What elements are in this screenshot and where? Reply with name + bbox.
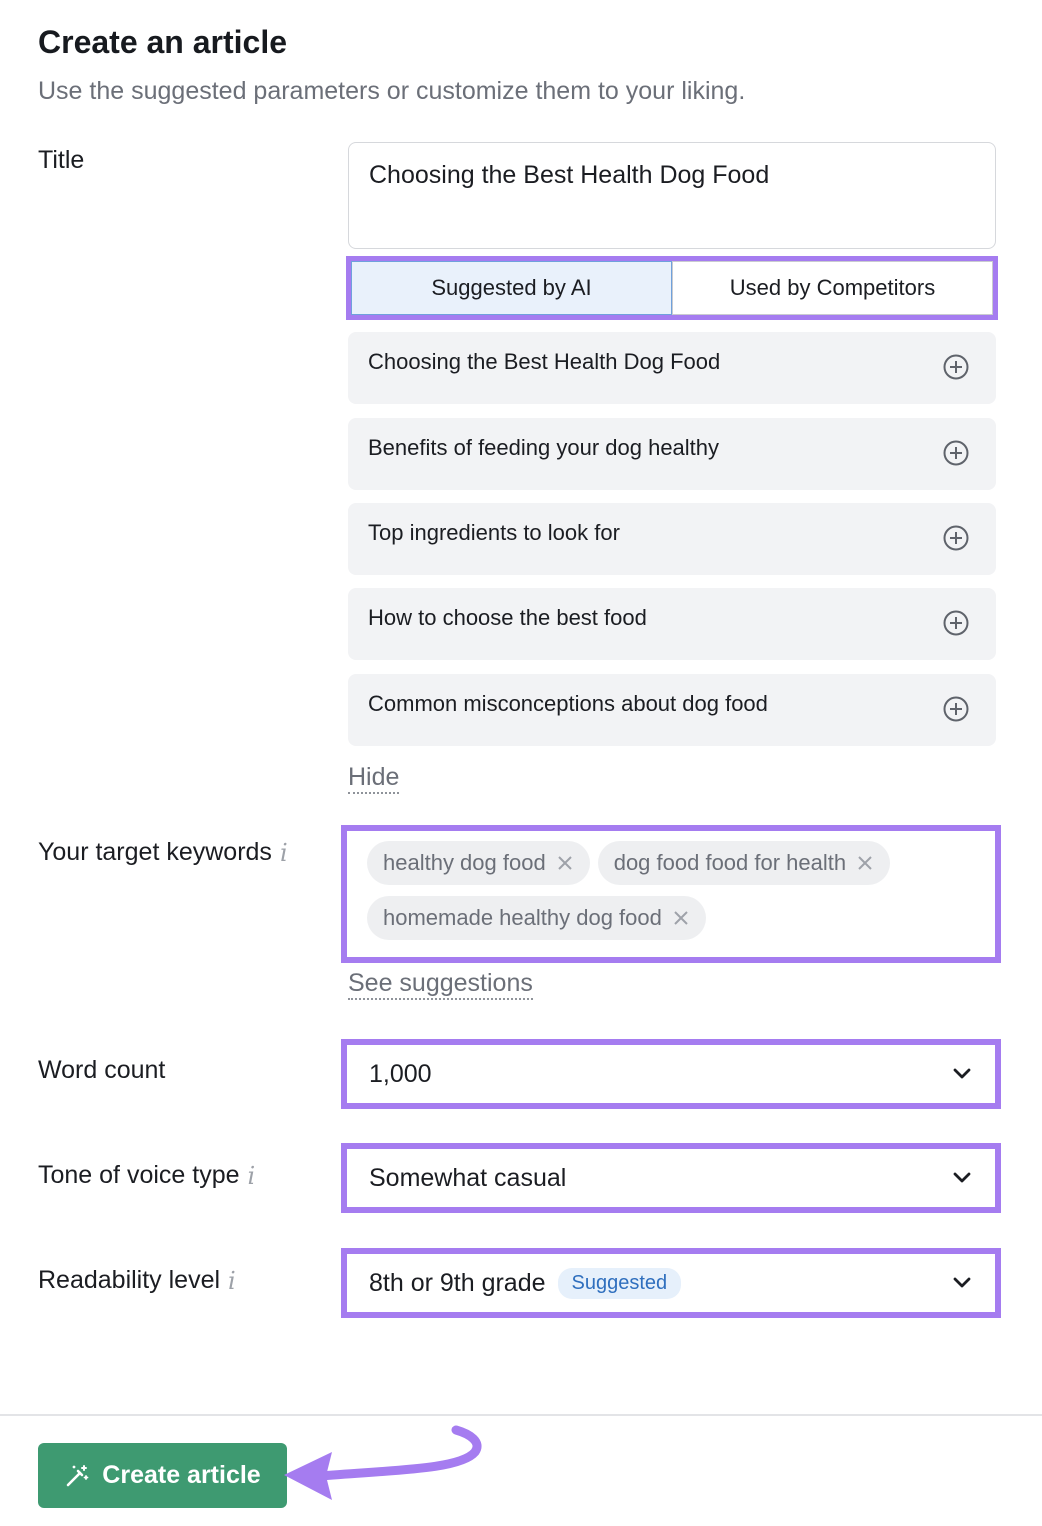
magic-wand-icon bbox=[64, 1463, 90, 1489]
readability-value: 8th or 9th grade bbox=[369, 1268, 546, 1297]
suggested-badge: Suggested bbox=[558, 1268, 682, 1299]
readability-select[interactable] bbox=[341, 1248, 1001, 1318]
suggestion-item[interactable] bbox=[348, 332, 996, 404]
plus-circle-icon[interactable] bbox=[942, 695, 970, 723]
plus-circle-icon[interactable] bbox=[942, 609, 970, 637]
suggestion-text: How to choose the best food bbox=[368, 605, 647, 630]
plus-circle-icon[interactable] bbox=[942, 353, 970, 381]
suggestion-text: Top ingredients to look for bbox=[368, 520, 620, 545]
readability-label bbox=[38, 1266, 236, 1295]
readability-value-wrap bbox=[369, 1268, 681, 1299]
info-icon[interactable]: i bbox=[279, 838, 288, 867]
page-header bbox=[38, 24, 745, 106]
keywords-label bbox=[38, 838, 288, 867]
close-icon[interactable] bbox=[856, 854, 874, 872]
suggestion-text: Common misconceptions about dog food bbox=[368, 691, 768, 716]
keyword-chip-label: dog food food for health bbox=[613, 850, 847, 875]
create-article-button[interactable] bbox=[38, 1443, 287, 1508]
close-icon[interactable] bbox=[672, 909, 690, 927]
suggestion-item[interactable] bbox=[348, 418, 996, 490]
keyword-chip bbox=[598, 841, 890, 885]
word-count-value: 1,000 bbox=[369, 1059, 432, 1088]
info-icon[interactable]: i bbox=[247, 1161, 256, 1190]
keyword-chip-label: homemade healthy dog food bbox=[383, 905, 662, 930]
annotation-arrow-icon bbox=[270, 1420, 490, 1520]
hide-link[interactable]: Hide bbox=[348, 763, 399, 794]
page-title: Create an article bbox=[38, 24, 288, 60]
close-icon[interactable] bbox=[556, 854, 574, 872]
chevron-down-icon bbox=[951, 1067, 973, 1081]
keywords-input[interactable] bbox=[341, 825, 1001, 963]
title-source-tabs bbox=[346, 256, 998, 320]
keywords-label-text: Your target keywords bbox=[38, 838, 272, 866]
title-label-text: Title bbox=[38, 146, 85, 174]
suggestion-item[interactable] bbox=[348, 503, 996, 575]
tab-suggested-by-ai[interactable]: Suggested by AI bbox=[351, 261, 672, 315]
word-count-label bbox=[38, 1056, 165, 1085]
chevron-down-icon bbox=[951, 1171, 973, 1185]
info-icon[interactable]: i bbox=[228, 1266, 236, 1295]
suggestion-item[interactable] bbox=[348, 674, 996, 746]
suggestion-item[interactable] bbox=[348, 588, 996, 660]
see-suggestions-link[interactable]: See suggestions bbox=[348, 969, 533, 1000]
readability-label-text: Readability level bbox=[38, 1266, 221, 1294]
plus-circle-icon[interactable] bbox=[942, 439, 970, 467]
tone-label-text: Tone of voice type bbox=[38, 1161, 240, 1189]
keyword-chip-label: healthy dog food bbox=[383, 850, 546, 875]
tone-select[interactable] bbox=[341, 1143, 1001, 1213]
title-label bbox=[38, 146, 84, 175]
suggestion-text: Choosing the Best Health Dog Food bbox=[368, 349, 721, 374]
keyword-chip bbox=[367, 896, 706, 940]
footer-divider bbox=[0, 1414, 1042, 1416]
plus-circle-icon[interactable] bbox=[942, 524, 970, 552]
keyword-chip bbox=[367, 841, 590, 885]
page-subtitle: Use the suggested parameters or customize them to your liking. bbox=[38, 77, 746, 105]
create-article-label: Create article bbox=[102, 1461, 261, 1489]
chevron-down-icon bbox=[951, 1276, 973, 1290]
title-input[interactable]: Choosing the Best Health Dog Food bbox=[348, 142, 996, 249]
tone-value: Somewhat casual bbox=[369, 1163, 567, 1192]
suggestion-text: Benefits of feeding your dog healthy bbox=[368, 435, 720, 460]
tone-label bbox=[38, 1161, 255, 1190]
word-count-select[interactable] bbox=[341, 1039, 1001, 1109]
word-count-label-text: Word count bbox=[38, 1056, 166, 1084]
tab-used-by-competitors[interactable]: Used by Competitors bbox=[672, 261, 993, 315]
